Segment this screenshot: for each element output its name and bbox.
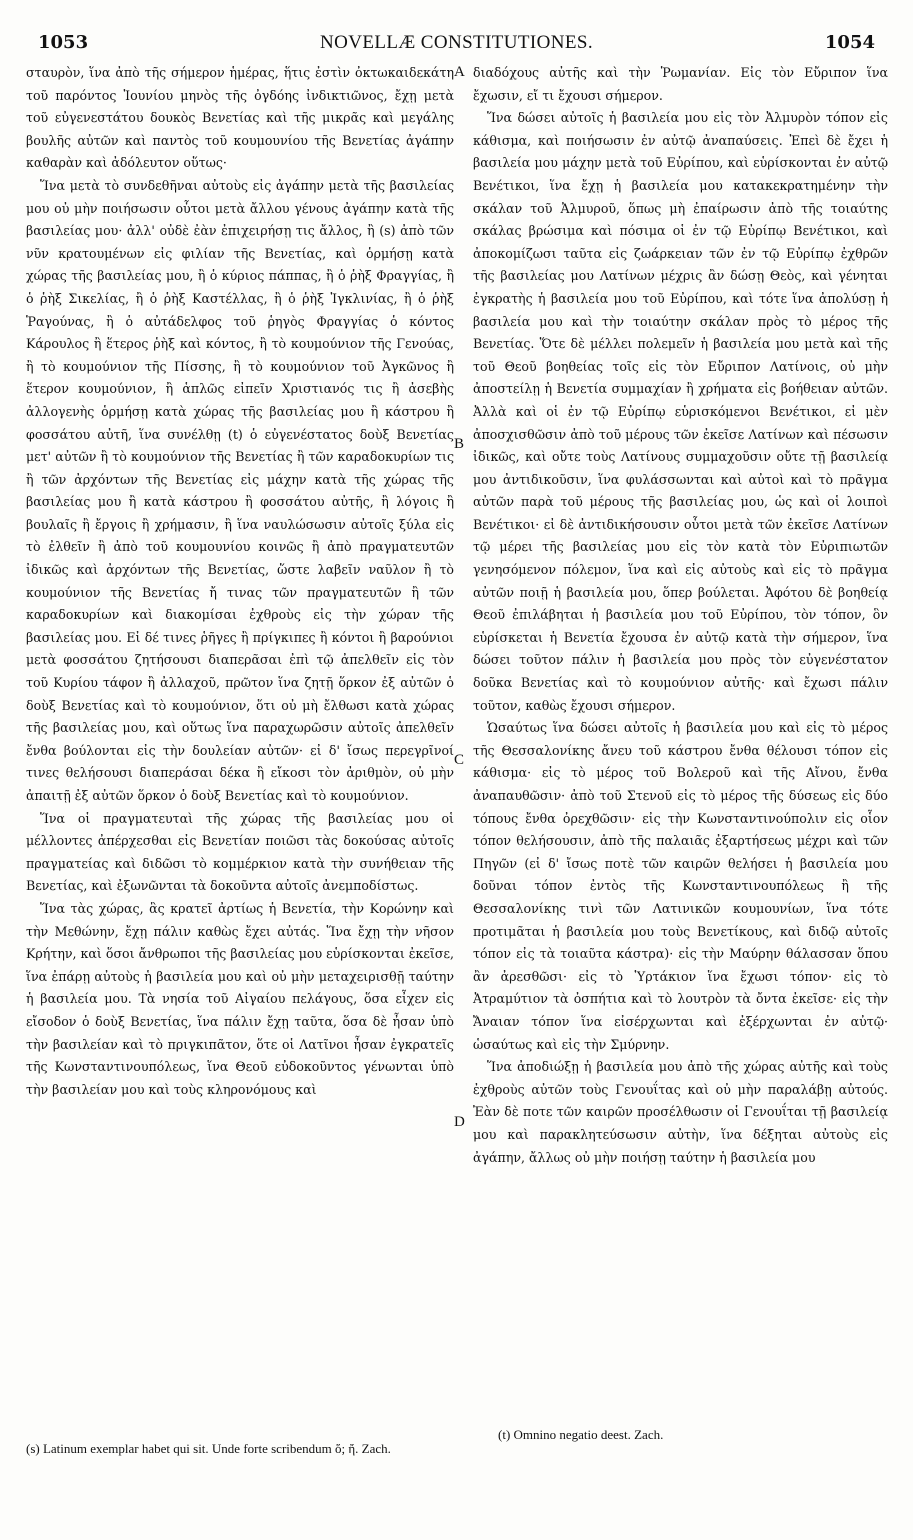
right-column — [473, 62, 888, 1169]
footnote-t: (t) Omnino negatio deest. Zach. — [498, 1427, 664, 1442]
right-paragraph: Ἵνα ἀποδιώξῃ ἡ βασιλεία μου ἀπὸ τῆς χώρας αὐτῆς καὶ τοὺς ἐχθροὺς αὐτῶν τοὺς Γενουΐτας καὶ οὐ μὴν παραλάβῃ αὐτούς. Ἐὰν δὲ ποτε τῶν καιρῶν προσέλθωσιν οἱ Γενουΐται τῇ βασιλείᾳ μου καὶ παρακλητεύσωσιν αὐτὴν, ἵνα δέξηται αὐτοὺς εἰς ἀγάπην, ἄλλως οὐ μὴν ποιήσῃ ταύτην ἡ βασιλεία μου — [473, 1059, 888, 1165]
right-paragraph: Ἵνα δώσει αὐτοῖς ἡ βασιλεία μου εἰς τὸν Ἀλμυρὸν τόπον εἰς κάθισμα, καὶ ποιήσωσιν ἐν αὐτῷ ἀναπαύσεις. Ἐπεὶ δὲ ἔχει ἡ βασιλεία μου μάχην μετὰ τοῦ Εὐρίπου, καὶ εὑρίσκονται ἐν αὐτῷ Βενέτικοι, ἵνα ἔχῃ ἡ βασιλεία μου κατακεκρατημένην τὴν σκάλαν τοῦ Ἀλμυροῦ, ὅπως μὴ ἐπαίρωσιν ἀπὸ τῆς τοιαύτης σκάλας βρώσιμα καὶ πόσιμα οἱ ἐν τῷ Εὐρίπῳ Βενέτικοι, καὶ ἀποκομίζωσι ταῦτα εἰς ζωάρκειαν τῶν ἐν τῷ Εὐρίπῳ ἐχθρῶν τῆς βασιλείας μου Λατίνων μέχρις ἂν δώσῃ Θεὸς, καὶ γένηται ἐγκρατὴς ἡ βασιλεία μου τοῦ Εὐρίπου, καὶ τότε ἵνα ἀπολύσῃ ἡ βασιλεία μου καὶ τὴν τοιαύτην σκάλαν πρὸς τὸ μέρος τῆς Βενετίας. Ὅτε δὲ μέλλει πολεμεῖν ἡ βασιλεία μου μετὰ καὶ τῆς τοῦ Θεοῦ βοηθείας τοῖς εἰς τὸν Εὔριπον Λατίνοις, οὐ μὴν ἀποστείλῃ ἡ Βενετία συμμαχίαν ἢ χρήματα εἰς βοήθειαν αὐτῶν. Ἀλλὰ καὶ οἱ ἐν τῷ Εὐρίπῳ εὑρισκόμενοι Βενέτικοι, εἰ μὲν ἀποσχισθῶσιν ἀπὸ τοῦ μέρους τῶν ἐκεῖσε Λατίνων καὶ πέσωσιν ἰδικῶς, καὶ οὔτε τοὺς Λατίνους συμμαχοῦσιν οὔτε τῇ βασιλείᾳ μου ἀντιδικοῦσιν, ἵνα φυλάσσωνται καὶ αὐτοὶ καὶ τὸ πρᾶγμα αὐτῶν παρὰ τοῦ μέρους τῆς βασιλείας μου, ὡς καὶ οἱ λοιποὶ Βενέτικοι· εἰ δὲ ἀντιδικήσουσιν οὗτοι μετὰ τῶν ἐκεῖσε Λατίνων τῷ μέρει τῆς βασιλείας μου εἰς τὸν κατὰ τὸν Εὐριπιωτῶν γενησόμενον πόλεμον, ἵνα καὶ εἰς αὐτοὺς καὶ εἰς τὸ πρᾶγμα αὐτῶν ποιῇ ἡ βασιλεία μου, ὅπερ βούλεται. Ἀφότου δὲ βοηθείᾳ Θεοῦ ἐπιλάβηται ἡ βασιλεία μου τοῦ Εὐρίπου, τὸν τόπον, ὃν εὑρίσκεται ἡ Βενετία ἔχουσα ἐν αὐτῷ κατὰ τὴν σήμερον, ἵνα δώσει τοῦτον πάλιν ἡ βασιλεία μου πρὸς τὸν εὐγενέστατον δοῦκα Βενετίας καὶ τὸ κουμούνιον αὐτῆς· καὶ ἔχωσι πάλιν τοῦτον, καθὼς ἔχουσι σήμερον. — [473, 110, 888, 713]
running-title: NOVELLÆ CONSTITUTIONES. — [319, 32, 594, 53]
left-page-number: 1053 — [38, 32, 89, 53]
margin-letter-a: A — [454, 64, 465, 80]
right-paragraph: Ὡσαύτως ἵνα δώσει αὐτοῖς ἡ βασιλεία μου καὶ εἰς τὸ μέρος τῆς Θεσσαλονίκης ἄνευ τοῦ κάστρου ἔνθα θέλουσι τόπον εἰς κάθισμα· εἰς τὸ μέρος τοῦ Βολεροῦ καὶ τῆς Αἴνου, ἔνθα ἀναπαυθῶσιν· ἀπὸ τοῦ Στενοῦ εἰς τὸ μέρος τῆς δύσεως εἰς δύο τόπους ἔνθα ὀρεχθῶσιν· εἰς τὴν Κωνσταντινούπολιν εἰς οἷον τόπον θελήσουσιν, ἀπὸ τῆς παλαιᾶς ἐξαρτήσεως μέχρι καὶ τῶν Πηγῶν (εἰ δ' ἴσως ποτὲ τῶν καιρῶν θελήσει ἡ βασιλεία μου δοῦναι τόπον ἐντὸς τῆς Κωνσταντινουπόλεως ἢ τῆς Θεσσαλονίκης τινὶ τῶν Λατινικῶν κουμουνίων, ἵνα τότε προτιμᾶται ἡ βασιλεία μου τοὺς Βενετίκους, καὶ διδῷ αὐτοῖς τόπον εἰς τὰ τοιαῦτα κάστρα)· εἰς τὴν Μαύρην θάλασσαν ὅπου ἂν ἀρεσθῶσι· εἰς τὸ Ὑρτάκιον ἵνα ἔχωσι τόπον· εἰς τὸ Ἀτραμύτιον τὰ ὀσπήτια καὶ τὸ λουτρὸν τὰ ὄντα ἐκεῖσε· εἰς τὴν Ἄναιαν τόπον ἵνα εἰσέρχωνται καὶ ἐξέρχωνται ἐν αὐτῷ· ὡσαύτως καὶ εἰς τὴν Σμύρνην. — [473, 720, 888, 1052]
left-paragraph: σταυρὸν, ἵνα ἀπὸ τῆς σήμερον ἡμέρας, ἥτις ἐστὶν ὀκτωκαιδεκάτη τοῦ παρόντος Ἰουνίου μηνὸς τῆς ὀγδόης ἰνδικτιῶνος, ἔχῃ μετὰ τοῦ εὐγενεστάτου δουκὸς Βενετίας καὶ τῆς μικρᾶς καὶ μεγάλης βουλῆς αὐτῶν καὶ παντὸς τοῦ κουμουνίου τῆς Βενετίας ἀγάπην καθαρὰν καὶ ἀδόλευτον οὕτως· — [26, 65, 454, 171]
page-header — [38, 32, 875, 54]
left-paragraph: Ἵνα οἱ πραγματευταὶ τῆς χώρας τῆς βασιλείας μου οἱ μέλλοντες ἀπέρχεσθαι εἰς Βενετίαν ποιῶσι τὰς δοκούσας αὐτοῖς πραγματείας καὶ διδῶσι τὸ κομμέρκιον κατὰ τὴν συνήθειαν τῆς Βενετίας, καὶ ἐξωνῶνται τὰ δοκοῦντα αὐτοῖς ἀνεμποδίστως. — [26, 810, 454, 894]
right-page-number: 1054 — [824, 32, 875, 53]
left-column — [26, 62, 454, 1101]
margin-letter-b: B — [454, 436, 465, 452]
left-paragraph: Ἵνα μετὰ τὸ συνδεθῆναι αὐτοὺς εἰς ἀγάπην μετὰ τῆς βασιλείας μου οὐ μὴν ποιήσωσιν οὗτοι μετὰ ἄλλου γένους ἀγάπην κατὰ τῆς βασιλείας μου· ἀλλ' οὐδὲ ἐὰν ἐπιχειρήσῃ τις ἄλλος, ἢ (s) ἀπὸ τῶν νῦν κρατουμένων εἰς φιλίαν τῆς Βενετίας, καὶ ὁρμήσῃ κατὰ χώρας τῆς βασιλείας μου, ἢ ὁ κύριος πάππας, ἢ ὁ ῥὴξ Φραγγίας, ἢ ὁ ῥὴξ Σικελίας, ἢ ὁ ῥὴξ Καστέλλας, ἢ ὁ ῥὴξ Ἰγκλινίας, ἢ ὁ ῥὴξ Ῥαγούνας, ἢ ὁ αὐτάδελφος τοῦ ῥηγὸς Φραγγίας ὁ κόντος Κάρουλος ἢ ἕτερος ῥὴξ καὶ κόντος, ἢ τὸ κουμούνιον τῆς Γενούας, ἢ τὸ κουμούνιον τῆς Πίσσης, ἢ τὸ κουμούνιον τοῦ Ἀγκῶνος ἢ ἕτερον κουμούνιον, ἢ ἁπλῶς εἰπεῖν Χριστιανός τις ἢ ἀσεβὴς ἀλλογενὴς ὁρμήσῃ κατὰ χώρας τῆς βασιλείας μου ἢ κάστρου ἢ φοσσάτου αὐτῆ, ἵνα συνέλθῃ (t) ὁ εὐγενέστατος δοὺξ Βενετίας μετ' αὐτῶν ἢ τὸ κουμούνιον τῆς Βενετίας ἢ τῶν καραδοκυρίων τις ἢ τῶν ἀρχόντων τῆς Βενετίας εἰς μάχην κατὰ τῆς χώρας τῆς βασιλείας μου ἢ κατὰ κάστρου ἢ φοσσάτου αὐτῆς, ἢ λόγοις ἢ βουλαῖς ἢ ἔργοις ἢ χρήμασιν, ἢ ἵνα ναυλώσωσιν αὐτοῖς ξύλα εἰς τὸ ἐλθεῖν ἢ ἀπὸ τοῦ κουμουνίου κοινῶς ἢ ἀπὸ πραγματευτῶν ἰδικῶς καὶ ἀρχόντων τῆς Βενετίας, ὥστε λαβεῖν ναῦλον ἢ τὸ κουμούνιον τῆς Βενετίας ἤ τινας τῶν πραγματευτῶν ἢ τῶν καραδοκυρίων καὶ διακομίσαι ἐχθροὺς εἰς τὴν χώραν τῆς βασιλείας μου. Εἰ δέ τινες ῥῆγες ἢ πρίγκιπες ἢ κόντοι ἢ βαρούνιοι μετὰ φοσσάτου ζητήσουσι διαπερᾶσαι ἐπὶ τῷ ἀπελθεῖν εἰς τὸν τοῦ Κυρίου τάφον ἢ ἀλλαχοῦ, πρῶτον ἵνα ζητῇ ὅρκον ἐξ αὐτῶν ὁ δοὺξ Βενετίας καὶ τὸ κουμούνιον, ὅτι οὐ μὴ ἔλθωσι κατὰ χώρας τῆς βασιλείας μου, καὶ οὕτως ἵνα παραχωρῶσιν αὐτοῖς ἀπελθεῖν ἔνθα βούλονται εἰς τὴν δουλείαν αὐτῶν· εἰ δ' ἴσως περεγρῖνοί τινες θελήσουσι διαπεράσαι δέκα ἢ εἴκοσι τὸν ἀριθμὸν, οὐ μὴν ἀπαιτῇ ἐξ αὐτῶν ὅρκον ὁ δοὺξ Βενετίας καὶ τὸ κουμούνιον. — [26, 177, 454, 803]
left-paragraph: Ἵνα τὰς χώρας, ἃς κρατεῖ ἀρτίως ἡ Βενετία, τὴν Κορώνην καὶ τὴν Μεθώνην, ἔχῃ πάλιν καθὼς ἔχει αὐτάς. Ἵνα ἔχῃ τὴν νῆσον Κρήτην, καὶ ὅσοι ἄνθρωποι τῆς βασιλείας μου εὑρίσκονται ἐκεῖσε, ἵνα ἐπάρῃ αὐτοὺς ἡ βασιλεία μου καὶ οὐ μὴν μεταχειρισθῇ ταύτην ἡ βασιλεία μου. Τὰ νησία τοῦ Αἰγαίου πελάγους, ὅσα εἶχεν εἰς εἴσοδον ὁ δοὺξ Βενετίας, ἵνα πάλιν ἔχῃ ταῦτα, ὅσα δὲ ἦσαν ὑπὸ τὴν βασιλείαν καὶ τὸ πριγκιπᾶτον, ὅτε οἱ Λατῖνοι ἦσαν ἐγκρατεῖς τῆς Κωνσταντινουπόλεως, ἵνα Θεοῦ εὐδοκοῦντος γένωνται ὑπὸ τὴν βασιλείαν μου καὶ τοὺς κληρονόμους καὶ — [26, 900, 454, 1097]
footnote-s: (s) Latinum exemplar habet qui sit. Unde forte scribendum ὅ; ἤ. Zach. — [26, 1441, 391, 1456]
margin-letter-d: D — [454, 1114, 465, 1130]
right-paragraph: διαδόχους αὐτῆς καὶ τὴν Ῥωμανίαν. Εἰς τὸν Εὔριπον ἵνα ἔχωσιν, εἴ τι ἔχουσι σήμερον. — [473, 65, 888, 103]
margin-letter-c: C — [454, 752, 465, 768]
